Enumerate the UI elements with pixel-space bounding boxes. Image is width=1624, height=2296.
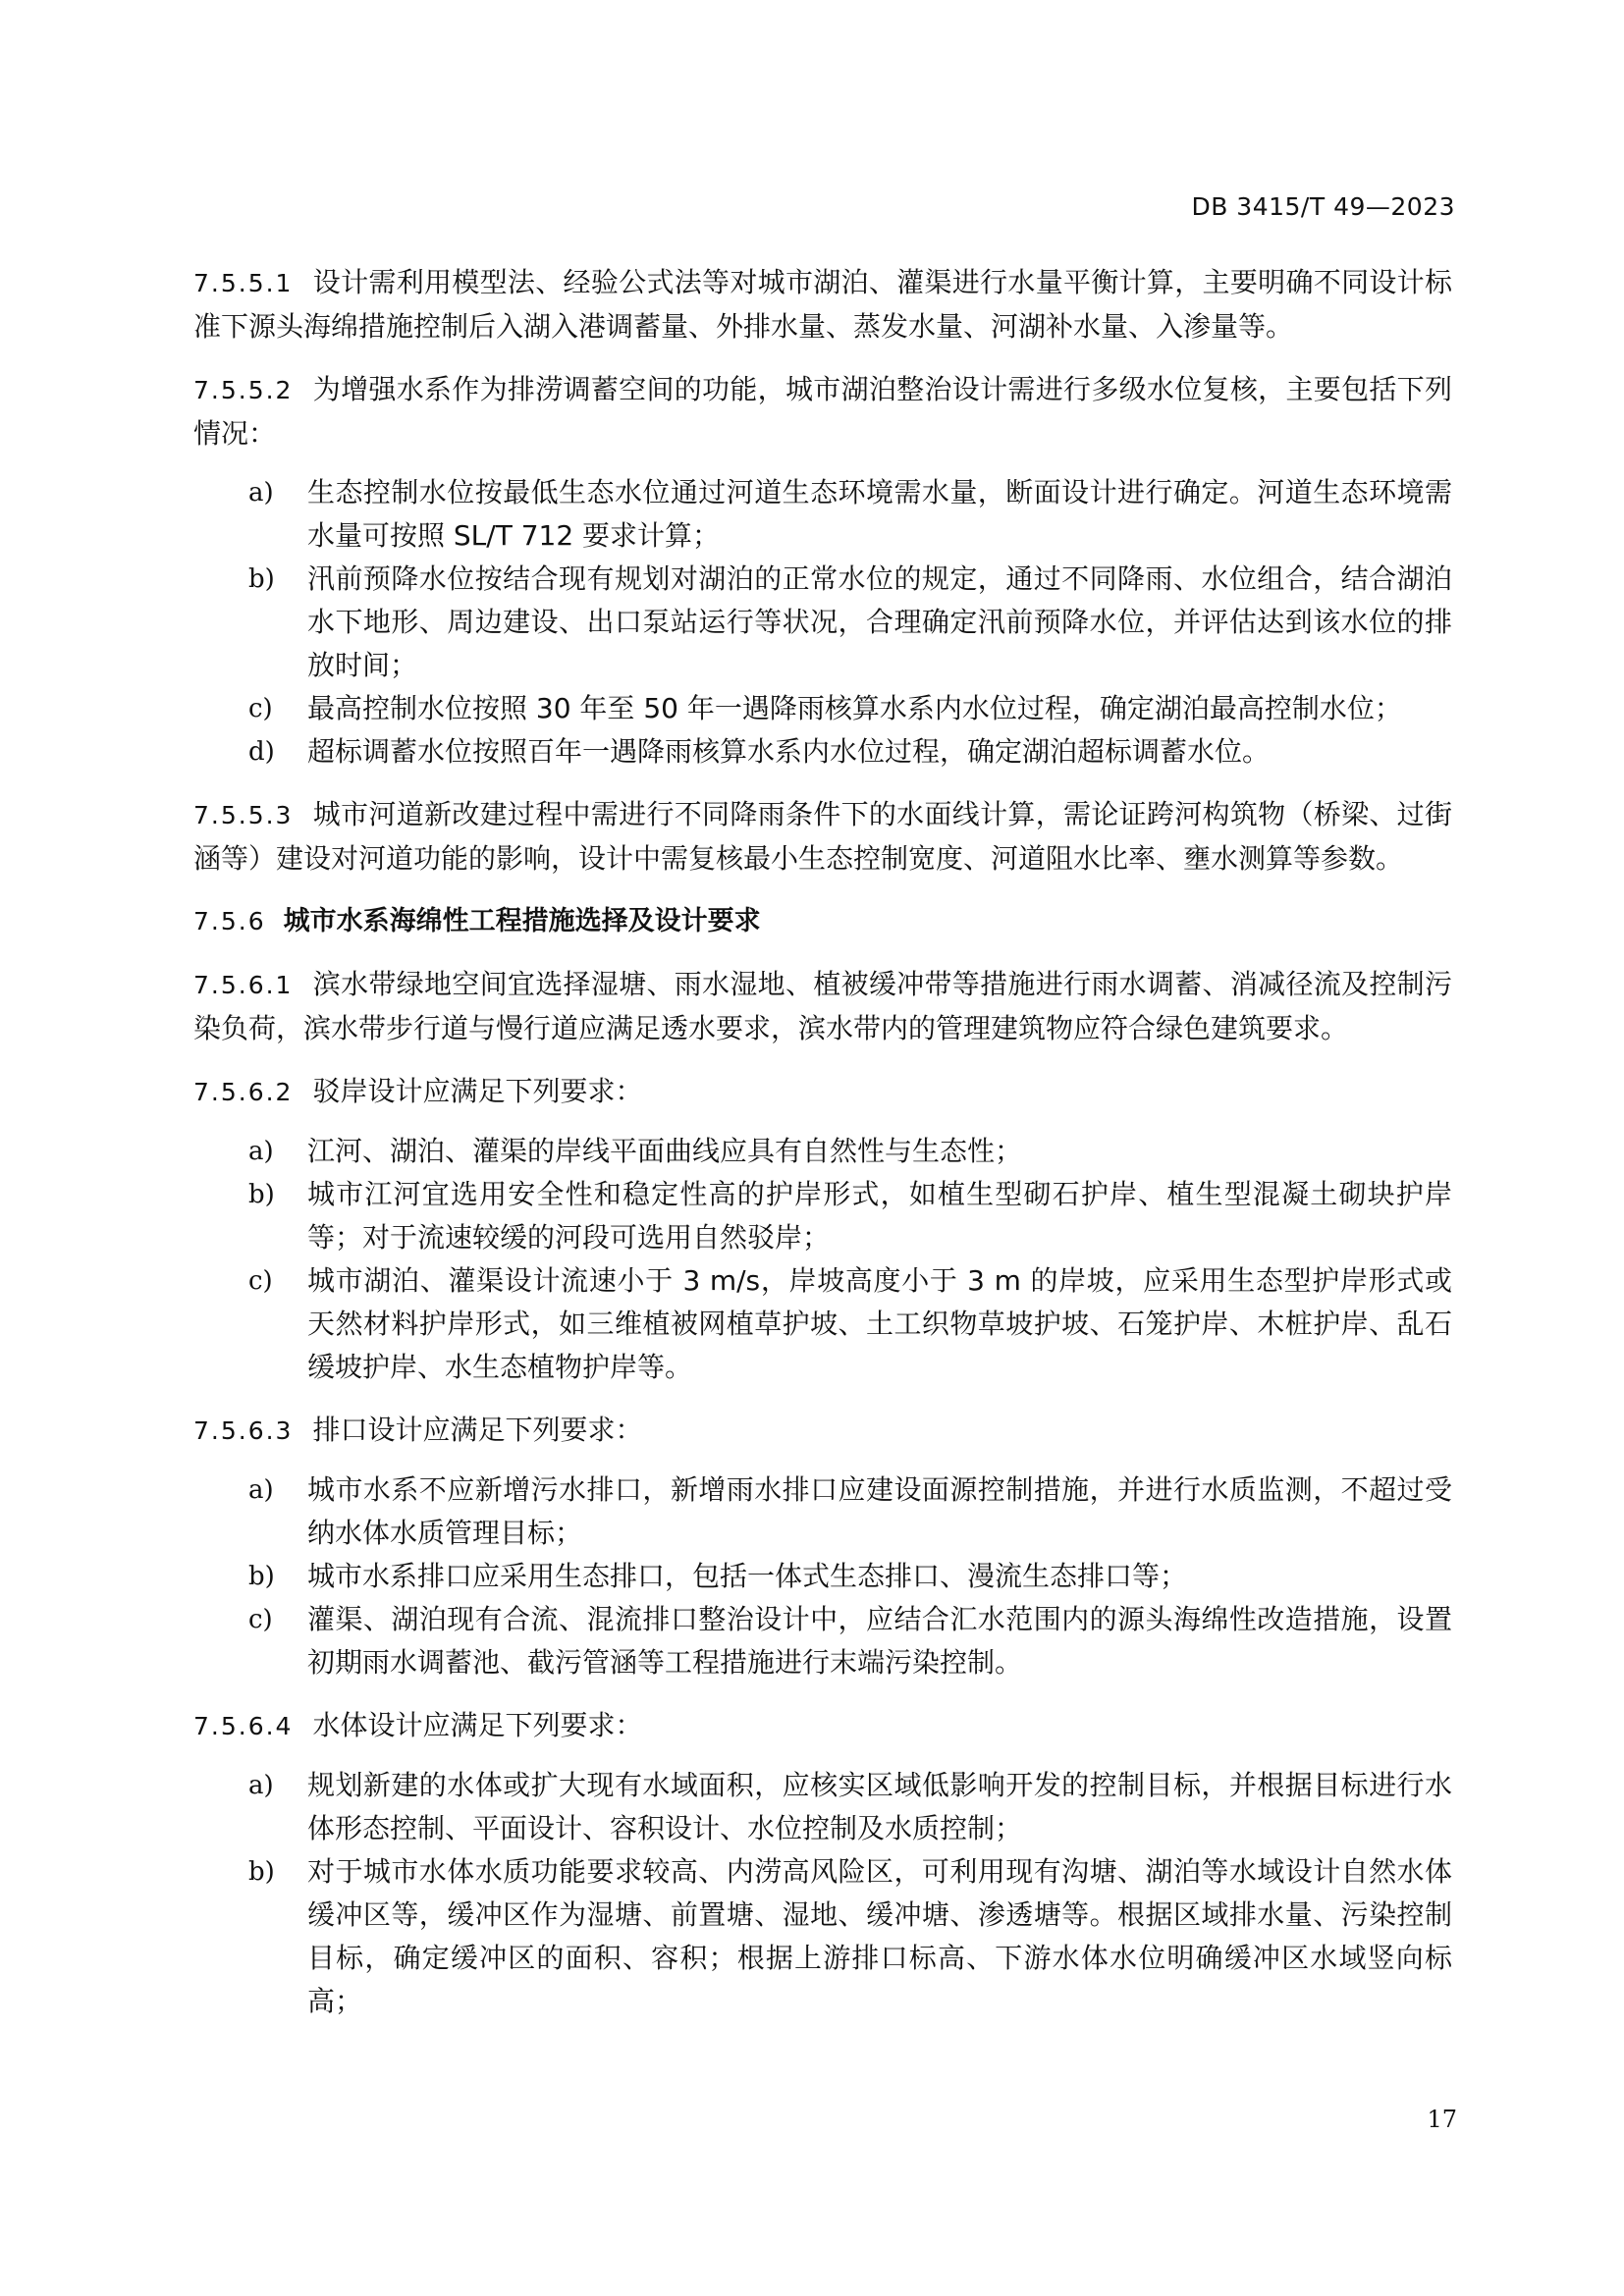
list-marker: c): [248, 1266, 273, 1296]
list-marker: c): [248, 1605, 273, 1634]
clause-list: [193, 471, 1452, 774]
list-marker: d): [248, 737, 275, 767]
clause-number: 7.5.6.3: [193, 1416, 294, 1445]
list-item-text: 最高控制水位按照 30 年至 50 年一遇降雨核算水系内水位过程，确定湖泊最高控制水位；: [307, 692, 1402, 724]
clause-text: 设计需利用模型法、经验公式法等对城市湖泊、灌渠进行水量平衡计算，主要明确不同设计标准下源头海绵措施控制后入湖入港调蓄量、外排水量、蒸发水量、河湖补水量、入渗量等。: [193, 266, 1452, 343]
clause-list: [193, 1764, 1452, 2023]
clause-number: 7.5.5.1: [193, 269, 294, 297]
list-item-text: 超标调蓄水位按照百年一遇降雨核算水系内水位过程，确定湖泊超标调蓄水位。: [307, 735, 1271, 768]
list-item-text: 江河、湖泊、灌渠的岸线平面曲线应具有自然性与生态性；: [307, 1135, 1023, 1167]
list-item: [193, 1850, 1452, 2023]
clause-text: 排口设计应满足下列要求：: [312, 1414, 643, 1446]
section-heading-7-5-6: [193, 900, 1452, 943]
clause-7-5-5-1: [193, 261, 1452, 348]
list-marker: b): [248, 1562, 275, 1591]
list-item: [193, 687, 1452, 730]
clause-7-5-6-2: [193, 1070, 1452, 1114]
clause-text: 为增强水系作为排涝调蓄空间的功能，城市湖泊整治设计需进行多级水位复核，主要包括下列情况：: [193, 373, 1452, 450]
clause-number: 7.5.5.3: [193, 801, 294, 829]
list-item-text: 规划新建的水体或扩大现有水域面积，应核实区域低影响开发的控制目标，并根据目标进行水体形态控制、平面设计、容积设计、水位控制及水质控制；: [307, 1769, 1452, 1844]
clause-list: [193, 1468, 1452, 1684]
list-item: [193, 1468, 1452, 1555]
section-title: 城市水系海绵性工程措施选择及设计要求: [283, 906, 761, 936]
list-item-text: 对于城市水体水质功能要求较高、内涝高风险区，可利用现有沟塘、湖泊等水域设计自然水体缓冲区等，缓冲区作为湿塘、前置塘、湿地、缓冲塘、渗透塘等。根据区域排水量、污染控制目标，确定缓冲区的面积、容积；根据上游排口标高、下游水体水位明确缓冲区水域竖向标高；: [307, 1855, 1452, 2017]
list-item-text: 生态控制水位按最低生态水位通过河道生态环境需水量，断面设计进行确定。河道生态环境需水量可按照 SL/T 712 要求计算；: [307, 476, 1452, 552]
list-item: [193, 1173, 1452, 1259]
list-item: [193, 1555, 1452, 1598]
list-item-text: 汛前预降水位按结合现有规划对湖泊的正常水位的规定，通过不同降雨、水位组合，结合湖泊水下地形、周边建设、出口泵站运行等状况，合理确定汛前预降水位，并评估达到该水位的排放时间；: [307, 562, 1452, 681]
clause-7-5-6-1: [193, 963, 1452, 1050]
document-code-header: DB 3415/T 49—2023: [1191, 192, 1455, 221]
list-marker: a): [248, 1771, 274, 1800]
list-marker: b): [248, 1180, 275, 1209]
list-item: [193, 730, 1452, 774]
list-item-text: 城市水系不应新增污水排口，新增雨水排口应建设面源控制措施，并进行水质监测，不超过受纳水体水质管理目标；: [307, 1473, 1452, 1549]
clause-text: 水体设计应满足下列要求：: [312, 1709, 643, 1741]
list-item: [193, 1259, 1452, 1389]
clause-number: 7.5.5.2: [193, 376, 294, 404]
list-item-text: 城市水系排口应采用生态排口，包括一体式生态排口、漫流生态排口等；: [307, 1560, 1188, 1592]
list-item-text: 灌渠、湖泊现有合流、混流排口整治设计中，应结合汇水范围内的源头海绵性改造措施，设置初期雨水调蓄池、截污管涵等工程措施进行末端污染控制。: [307, 1603, 1452, 1679]
clause-7-5-6-4: [193, 1704, 1452, 1748]
clause-7-5-5-2: [193, 368, 1452, 455]
list-item: [193, 1598, 1452, 1684]
list-item-text: 城市江河宜选用安全性和稳定性高的护岸形式，如植生型砌石护岸、植生型混凝土砌块护岸等；对于流速较缓的河段可选用自然驳岸；: [307, 1178, 1452, 1254]
list-marker: b): [248, 564, 275, 594]
clause-text: 滨水带绿地空间宜选择湿塘、雨水湿地、植被缓冲带等措施进行雨水调蓄、消减径流及控制污染负荷，滨水带步行道与慢行道应满足透水要求，滨水带内的管理建筑物应符合绿色建筑要求。: [193, 968, 1452, 1044]
list-marker: a): [248, 1137, 274, 1166]
list-marker: c): [248, 694, 273, 723]
list-item: [193, 1764, 1452, 1850]
list-marker: b): [248, 1857, 275, 1887]
clause-list: [193, 1130, 1452, 1389]
clause-7-5-6-3: [193, 1409, 1452, 1453]
clause-number: 7.5.6.1: [193, 971, 294, 999]
list-marker: a): [248, 1475, 274, 1505]
page-number: 17: [1427, 2106, 1457, 2133]
clause-text: 城市河道新改建过程中需进行不同降雨条件下的水面线计算，需论证跨河构筑物（桥梁、过街涵等）建设对河道功能的影响，设计中需复核最小生态控制宽度、河道阻水比率、壅水测算等参数。: [193, 798, 1452, 875]
list-item: [193, 558, 1452, 687]
clause-number: 7.5.6.2: [193, 1078, 294, 1106]
list-item: [193, 1130, 1452, 1173]
section-number: 7.5.6: [193, 907, 266, 935]
list-item-text: 城市湖泊、灌渠设计流速小于 3 m/s，岸坡高度小于 3 m 的岸坡，应采用生态型护岸形式或天然材料护岸形式，如三维植被网植草护坡、土工织物草坡护坡、石笼护岸、木桩护岸、乱石缓坡护岸、水生态植物护岸等。: [307, 1264, 1452, 1383]
list-item: [193, 471, 1452, 558]
clause-text: 驳岸设计应满足下列要求：: [312, 1075, 643, 1107]
document-body: [193, 261, 1452, 2043]
clause-7-5-5-3: [193, 793, 1452, 881]
list-marker: a): [248, 478, 274, 507]
clause-number: 7.5.6.4: [193, 1712, 294, 1740]
